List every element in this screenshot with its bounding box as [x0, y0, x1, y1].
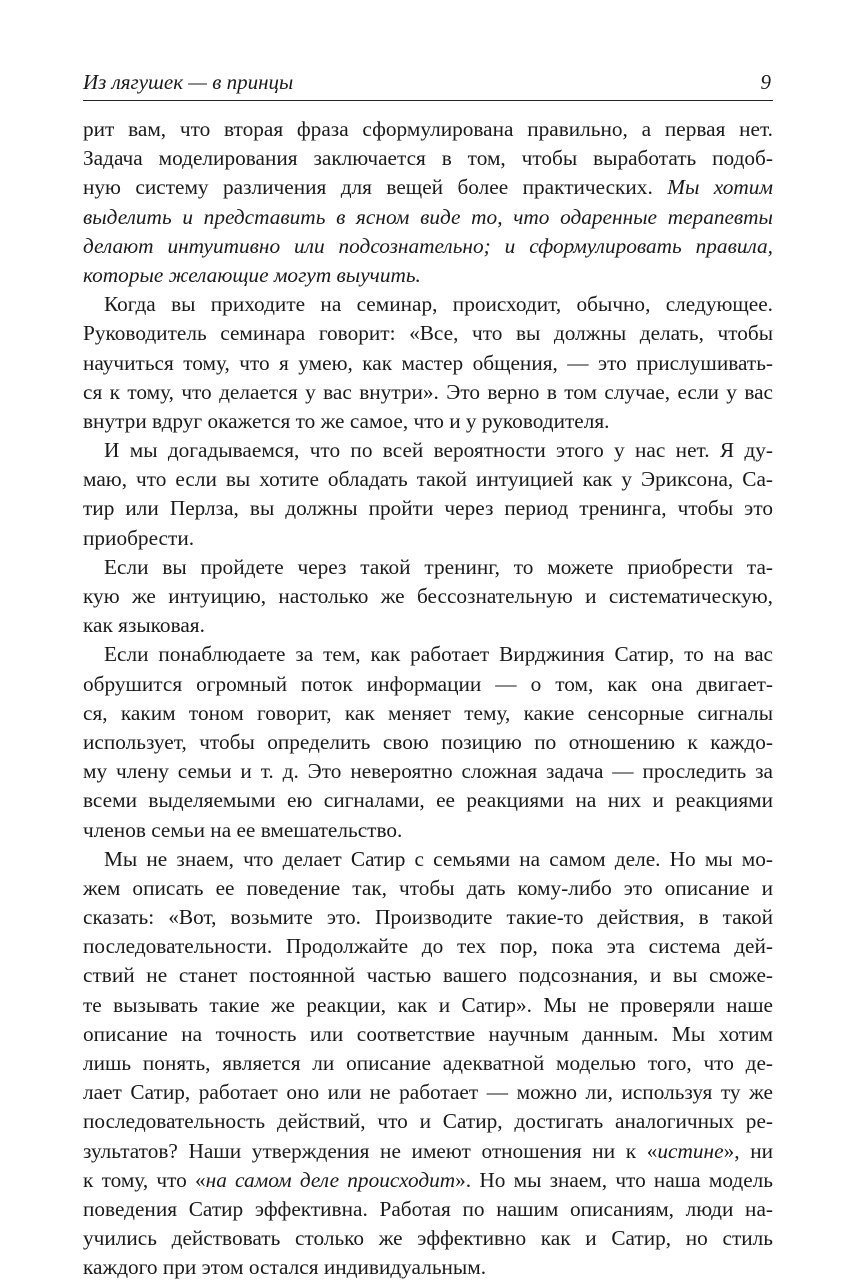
text-segment: ся к тому, что делается у вас внутри». Это верно в том случае, если у вас [83, 379, 773, 404]
text-segment: ся, каким тоном говорит, как меняет тему, какие сенсорные сигналы [83, 700, 773, 725]
text-segment: рит вам, что вторая фраза сформулирована правильно, а первая нет. [83, 117, 773, 141]
text-line [83, 115, 773, 144]
text-line [83, 1107, 773, 1136]
text-segment: Задача моделирования заключается в том, чтобы выработать подоб- [83, 146, 773, 171]
text-line [83, 1049, 773, 1078]
text-segment: И мы догадываемся, что по всей вероятности этого у нас нет. Я ду- [104, 438, 773, 463]
text-line [83, 728, 773, 757]
text-line [83, 494, 773, 523]
text-segment: Когда вы приходите на семинар, происходит, обычно, следующее. [104, 292, 773, 317]
text-segment: лает Сатир, работает оно или не работает — можно ли, используя ту же [83, 1080, 773, 1105]
text-segment: зультатов? Наши утверждения не имеют отношения ни к « [83, 1138, 658, 1163]
paragraph [83, 115, 773, 290]
paragraph [83, 553, 773, 641]
text-line [83, 757, 773, 786]
text-segment: последовательности. Продолжайте до тех пор, пока эта система дей- [83, 934, 773, 959]
text-segment: те вызывать такие же реакции, как и Сатир». Мы не проверяли наше [83, 992, 773, 1017]
text-line [83, 816, 773, 845]
text-segment: лишь понять, является ли описание адекватной моделью того, что де- [83, 1051, 773, 1075]
text-line [83, 932, 773, 961]
text-line [83, 319, 773, 348]
italic-text: истине [657, 1138, 724, 1163]
text-segment: Если вы пройдете через такой тренинг, то можете приобрести та- [104, 554, 773, 579]
text-line [83, 465, 773, 494]
text-line [83, 436, 773, 465]
text-line [83, 173, 773, 202]
text-line [83, 786, 773, 815]
text-segment: му члену семьи и т. д. Это невероятно сложная задача — проследить за [83, 759, 773, 784]
text-segment: ную систему различения для вещей более практических. [83, 175, 668, 200]
text-line [83, 290, 773, 319]
italic-text: делают интуитивно или подсознательно; и сформулировать правила, [83, 233, 773, 258]
text-line [83, 582, 773, 611]
text-segment: каждого при этом остался индивидуальным. [83, 1255, 487, 1280]
paragraph [83, 640, 773, 844]
text-line [83, 640, 773, 669]
text-line [83, 378, 773, 407]
text-segment: ». Но мы знаем, что наша модель [455, 1167, 773, 1192]
text-line [83, 961, 773, 990]
paragraph [83, 290, 773, 436]
text-line [83, 1166, 773, 1195]
italic-text: на самом деле происходит [205, 1167, 456, 1192]
text-line [83, 845, 773, 874]
italic-text: Мы хотим [667, 175, 773, 200]
text-line [83, 1253, 773, 1282]
text-segment: кую же интуицию, настолько же бессознательную и систематическую, [83, 584, 773, 608]
paragraph [83, 436, 773, 553]
text-line [83, 1137, 773, 1166]
text-segment: Если понаблюдаете за тем, как работает Вирджиния Сатир, то на вас [104, 642, 773, 667]
text-segment: », ни [723, 1138, 773, 1163]
text-segment: описание на точность или соответствие научным данным. Мы хотим [83, 1021, 773, 1046]
page-body [83, 115, 773, 1283]
text-segment: последовательность действий, что и Сатир, достигать аналогичных ре- [83, 1109, 773, 1134]
text-line [83, 1020, 773, 1049]
text-segment: членов семьи на ее вмешательство. [83, 817, 403, 842]
text-line [83, 553, 773, 582]
text-segment: использует, чтобы определить свою позицию по отношению к каждо- [83, 729, 773, 754]
text-line [83, 261, 773, 290]
page-number: 9 [760, 70, 771, 94]
text-segment: всеми выделяемыми ею сигналами, ее реакциями на них и реакциями [83, 788, 773, 813]
text-line [83, 203, 773, 232]
text-segment: обрушится огромный поток информации — о том, как она двигает- [83, 671, 773, 696]
text-line [83, 611, 773, 640]
text-segment: Мы не знаем, что делает Сатир с семьями на самом деле. Но мы мо- [104, 846, 773, 871]
text-line [83, 903, 773, 932]
text-segment: научиться тому, что я умею, как мастер общения, — это прислушивать- [83, 350, 773, 375]
text-line [83, 144, 773, 173]
text-line [83, 407, 773, 436]
text-segment: приобрести. [83, 525, 195, 550]
text-segment: маю, что если вы хотите обладать такой интуицией как у Эриксона, Са- [83, 467, 773, 492]
text-line [83, 670, 773, 699]
text-line [83, 874, 773, 903]
text-line [83, 1078, 773, 1107]
text-line [83, 1195, 773, 1224]
paragraph [83, 845, 773, 1283]
text-segment: ствий не станет постоянной частью вашего подсознания, и вы сможе- [83, 963, 773, 988]
text-line [83, 699, 773, 728]
text-segment: как языковая. [83, 613, 205, 638]
text-segment: учились действовать столько же эффективно как и Сатир, но стиль [83, 1226, 773, 1251]
running-header [83, 68, 773, 101]
text-line [83, 349, 773, 378]
text-line [83, 232, 773, 261]
running-title: Из лягушек — в принцы [83, 70, 294, 94]
text-segment: жем описать ее поведение так, чтобы дать кому-либо это описание и [83, 875, 773, 900]
text-segment: к тому, что « [83, 1167, 206, 1192]
text-segment: поведения Сатир эффективна. Работая по нашим описаниям, люди на- [83, 1196, 773, 1221]
italic-text: которые желающие могут выучить. [83, 262, 421, 287]
text-line [83, 991, 773, 1020]
text-line [83, 524, 773, 553]
text-segment: Руководитель семинара говорит: «Все, что вы должны делать, чтобы [83, 321, 773, 346]
italic-text: выделить и представить в ясном виде то, что одаренные терапевты [83, 204, 773, 229]
text-segment: сказать: «Вот, возьмите это. Производите такие-то действия, в такой [83, 905, 773, 930]
text-segment: тир или Перлза, вы должны пройти через период тренинга, чтобы это [83, 496, 773, 521]
text-segment: внутри вдруг окажется то же самое, что и у руководителя. [83, 408, 610, 433]
text-line [83, 1224, 773, 1253]
